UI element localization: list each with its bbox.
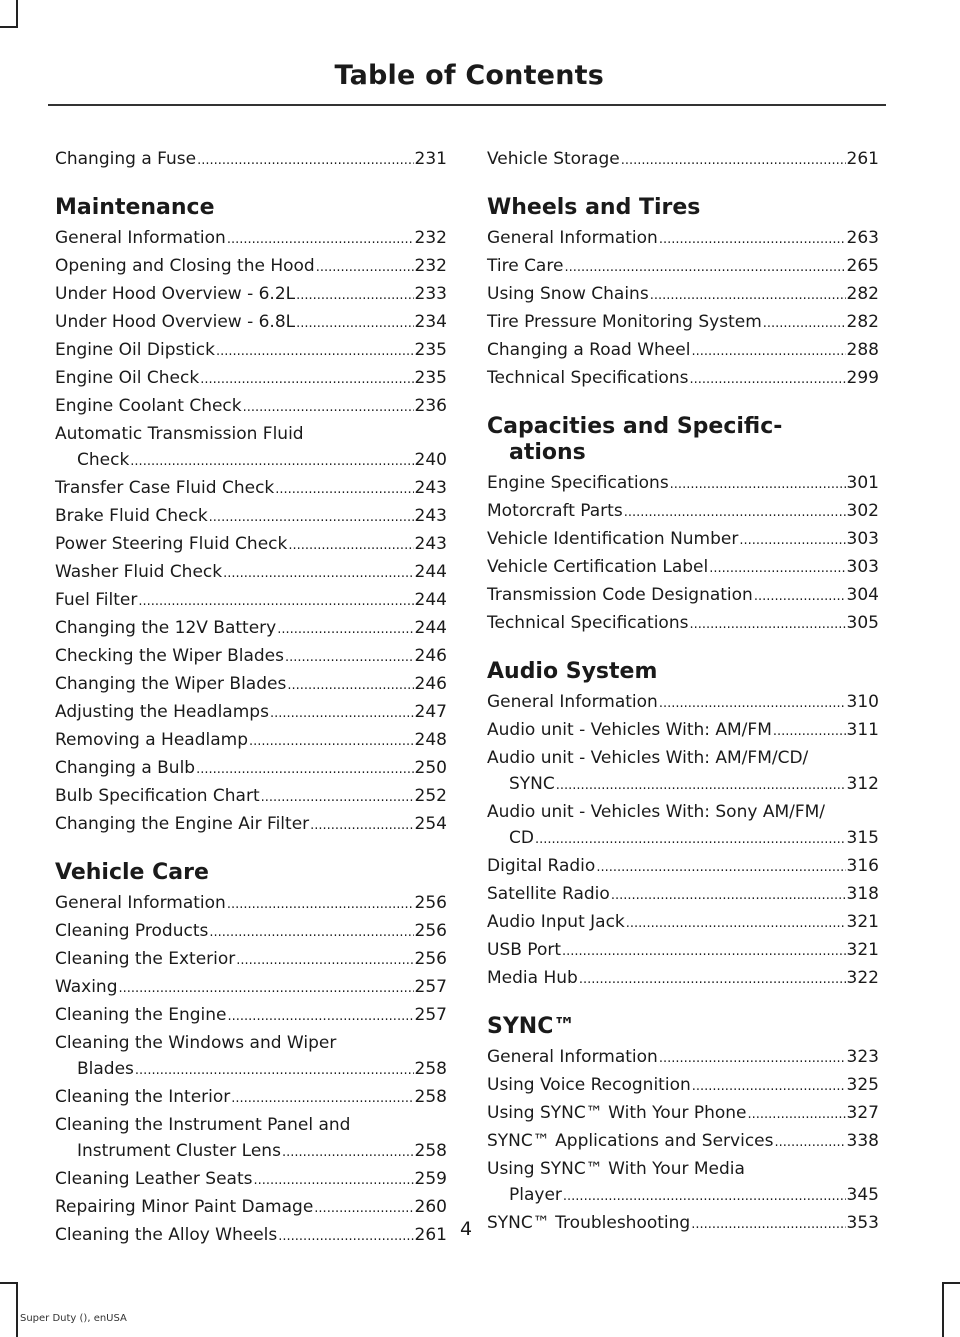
toc-entry[interactable] [55, 671, 447, 699]
toc-entry-title: Cleaning the Exterior [55, 949, 236, 969]
toc-entry-title: Vehicle Certification Label [487, 557, 709, 577]
toc-entry-page: 301 [846, 473, 879, 493]
toc-entry-page: 312 [846, 774, 879, 794]
dot-leader [135, 1058, 414, 1084]
dot-leader [556, 773, 846, 799]
toc-entry[interactable] [487, 689, 879, 717]
dot-leader [231, 1086, 413, 1112]
toc-entry-title: Cleaning Leather Seats [55, 1169, 253, 1189]
toc-entry-page: 257 [414, 977, 447, 997]
toc-entry-page: 256 [414, 893, 447, 913]
toc-entry-title: Tire Pressure Monitoring System [487, 312, 762, 332]
toc-entry[interactable] [55, 281, 447, 309]
toc-entry-page: 254 [414, 814, 447, 834]
dot-leader [138, 589, 413, 615]
toc-entry[interactable] [55, 1084, 447, 1112]
toc-entry-page: 235 [414, 368, 447, 388]
toc-entry[interactable] [487, 281, 879, 309]
toc-entry[interactable] [55, 421, 447, 475]
toc-entry[interactable] [487, 1128, 879, 1156]
toc-entry[interactable] [55, 225, 447, 253]
toc-entry[interactable] [487, 1044, 879, 1072]
dot-leader [197, 148, 413, 174]
toc-entry-page: 304 [846, 585, 879, 605]
dot-leader [285, 645, 414, 671]
toc-entry-page: 234 [414, 312, 447, 332]
crop-mark [942, 1282, 960, 1284]
section-heading-line: Capacities and Specific- [487, 414, 783, 439]
toc-entry[interactable] [487, 498, 879, 526]
toc-entry-page: 311 [846, 720, 879, 740]
toc-entry-page: 258 [414, 1141, 447, 1161]
dot-leader [739, 528, 845, 554]
toc-entry-page: 288 [846, 340, 879, 360]
toc-entry-page: 315 [846, 828, 879, 848]
toc-entry[interactable] [55, 365, 447, 393]
section-heading: SYNC™ [487, 1014, 576, 1039]
toc-entry-title: Audio unit - Vehicles With: AM/FM/CD/ [487, 748, 809, 768]
toc-entry-continuation [487, 771, 879, 799]
toc-entry-page: 247 [414, 702, 447, 722]
toc-entry-page: 244 [414, 618, 447, 638]
dot-leader [775, 1130, 846, 1156]
toc-entry-title: Changing the Wiper Blades [55, 674, 287, 694]
toc-entry-title: Opening and Closing the Hood [55, 256, 315, 276]
toc-entry[interactable] [55, 783, 447, 811]
toc-entry-title: Transfer Case Fluid Check [55, 478, 275, 498]
toc-entry-title: General Information [55, 228, 226, 248]
dot-leader [564, 255, 845, 281]
dot-leader [287, 673, 413, 699]
dot-leader [579, 967, 846, 993]
toc-entry-title: Check [77, 450, 130, 470]
toc-entry-page: 263 [846, 228, 879, 248]
toc-entry[interactable] [55, 337, 447, 365]
crop-mark [0, 26, 18, 28]
toc-entry[interactable] [487, 881, 879, 909]
dot-leader [223, 561, 413, 587]
toc-entry-page: 244 [414, 590, 447, 610]
toc-entry-title: Satellite Radio [487, 884, 610, 904]
toc-entry-page: 246 [414, 646, 447, 666]
dot-leader [275, 477, 413, 503]
dot-leader [659, 691, 846, 717]
toc-entry[interactable] [55, 309, 447, 337]
toc-entry-page: 310 [846, 692, 879, 712]
dot-leader [689, 367, 845, 393]
dot-leader [216, 339, 414, 365]
toc-entry-page: 321 [846, 940, 879, 960]
section-heading [487, 414, 879, 466]
toc-entry[interactable] [55, 1002, 447, 1030]
toc-entry-title: Fuel Filter [55, 590, 138, 610]
toc-entry[interactable] [487, 937, 879, 965]
dot-leader [562, 939, 846, 965]
toc-entry[interactable] [487, 717, 879, 745]
toc-entry[interactable] [487, 554, 879, 582]
toc-entry-title: Changing a Road Wheel [487, 340, 691, 360]
toc-entry-page: 258 [414, 1087, 447, 1107]
dot-leader [277, 617, 413, 643]
toc-entry-title: SYNC™ Troubleshooting [487, 1213, 691, 1233]
toc-entry-title: Changing the 12V Battery [55, 618, 277, 638]
section-heading: Audio System [487, 659, 658, 684]
toc-entry-title: Cleaning the Alloy Wheels [55, 1225, 278, 1245]
dot-leader [130, 449, 413, 475]
toc-entry-title: Transmission Code Designation [487, 585, 753, 605]
dot-leader [119, 976, 414, 1002]
toc-entry-title: USB Port [487, 940, 562, 960]
dot-leader [659, 1046, 846, 1072]
toc-entry-title: Power Steering Fluid Check [55, 534, 288, 554]
toc-entry-page: 345 [846, 1185, 879, 1205]
toc-entry-title: Audio unit - Vehicles With: AM/FM [487, 720, 772, 740]
dot-leader [689, 612, 845, 638]
toc-entry-page: 246 [414, 674, 447, 694]
dot-leader [209, 920, 413, 946]
dot-leader [227, 227, 414, 253]
toc-entry-page: 232 [414, 228, 447, 248]
dot-leader [316, 255, 414, 281]
toc-entry[interactable] [55, 811, 447, 839]
toc-entry-page: 261 [846, 149, 879, 169]
toc-right-column [487, 146, 879, 1238]
dot-leader [626, 911, 846, 937]
dot-leader [692, 1074, 846, 1100]
toc-entry[interactable] [487, 909, 879, 937]
toc-entry[interactable] [487, 146, 879, 174]
toc-entry[interactable] [487, 965, 879, 993]
dot-leader [596, 855, 845, 881]
dot-leader [624, 500, 846, 526]
dot-leader [659, 227, 846, 253]
toc-entry[interactable] [55, 615, 447, 643]
toc-entry-title: Cleaning the Instrument Panel and [55, 1115, 351, 1135]
dot-leader [288, 533, 413, 559]
dot-leader [270, 701, 414, 727]
toc-entry-title: Removing a Headlamp [55, 730, 248, 750]
toc-entry-title: Cleaning Products [55, 921, 209, 941]
toc-entry-page: 260 [414, 1197, 447, 1217]
toc-entry-page: 303 [846, 529, 879, 549]
toc-entry-page: 256 [414, 949, 447, 969]
toc-entry-title: Automatic Transmission Fluid [55, 424, 304, 444]
toc-entry-title: Tire Care [487, 256, 564, 276]
dot-leader [296, 311, 413, 337]
dot-leader [709, 556, 845, 582]
toc-entry[interactable] [487, 1072, 879, 1100]
toc-entry[interactable] [487, 799, 879, 853]
toc-entry[interactable] [487, 470, 879, 498]
toc-entry-continuation [487, 1182, 879, 1210]
toc-entry-page: 244 [414, 562, 447, 582]
toc-entry[interactable] [487, 853, 879, 881]
toc-entry-title: Using Snow Chains [487, 284, 649, 304]
toc-entry-title: General Information [55, 893, 226, 913]
toc-entry-title: Repairing Minor Paint Damage [55, 1197, 314, 1217]
dot-leader [227, 892, 414, 918]
toc-entry-title: Cleaning the Engine [55, 1005, 227, 1025]
dot-leader [296, 283, 413, 309]
toc-entry-title: Engine Oil Check [55, 368, 200, 388]
toc-entry-continuation [55, 447, 447, 475]
toc-entry-title: Player [509, 1185, 562, 1205]
dot-leader [243, 395, 414, 421]
dot-leader [535, 827, 846, 853]
toc-entry[interactable] [55, 587, 447, 615]
toc-entry-page: 353 [846, 1213, 879, 1233]
toc-entry-title: SYNC™ Applications and Services [487, 1131, 774, 1151]
dot-leader [200, 367, 413, 393]
toc-entry-page: 259 [414, 1169, 447, 1189]
toc-entry[interactable] [55, 531, 447, 559]
toc-entry-title: Bulb Specification Chart [55, 786, 260, 806]
dot-leader [282, 1140, 414, 1166]
toc-entry-title: Motorcraft Parts [487, 501, 623, 521]
toc-entry-title: Blades [77, 1059, 134, 1079]
toc-entry[interactable] [487, 610, 879, 638]
toc-entry-page: 305 [846, 613, 879, 633]
page-number: 4 [459, 1218, 473, 1240]
toc-entry[interactable] [55, 643, 447, 671]
toc-entry[interactable] [487, 309, 879, 337]
toc-entry-page: 282 [846, 312, 879, 332]
dot-leader [249, 729, 414, 755]
dot-leader [763, 311, 846, 337]
crop-mark [16, 0, 18, 28]
toc-entry-page: 243 [414, 506, 447, 526]
toc-entry-title: Technical Specifications [487, 368, 689, 388]
dot-leader [650, 283, 846, 309]
toc-entry[interactable] [487, 526, 879, 554]
toc-entry-title: Engine Specifications [487, 473, 669, 493]
toc-entry[interactable] [55, 475, 447, 503]
toc-entry[interactable] [487, 337, 879, 365]
toc-entry-page: 322 [846, 968, 879, 988]
toc-entry-page: 235 [414, 340, 447, 360]
toc-entry-page: 327 [846, 1103, 879, 1123]
dot-leader [253, 1168, 413, 1194]
dot-leader [670, 472, 846, 498]
toc-entry-page: 252 [414, 786, 447, 806]
toc-entry[interactable] [55, 1166, 447, 1194]
toc-left-column [55, 146, 447, 1250]
toc-entry-continuation [55, 1056, 447, 1084]
toc-entry-page: 265 [846, 256, 879, 276]
dot-leader [748, 1102, 846, 1128]
toc-entry[interactable] [55, 699, 447, 727]
toc-entry-title: Waxing [55, 977, 118, 997]
toc-entry-title: Cleaning the Interior [55, 1087, 231, 1107]
toc-entry[interactable] [55, 918, 447, 946]
toc-entry-title: Using SYNC™ With Your Phone [487, 1103, 747, 1123]
toc-entry-title: Using SYNC™ With Your Media [487, 1159, 745, 1179]
toc-entry-page: 240 [414, 450, 447, 470]
toc-entry-continuation [55, 1138, 447, 1166]
toc-entry[interactable] [55, 1112, 447, 1166]
toc-entry-page: 258 [414, 1059, 447, 1079]
toc-entry[interactable] [55, 1030, 447, 1084]
toc-entry[interactable] [487, 745, 879, 799]
toc-entry[interactable] [55, 393, 447, 421]
toc-entry-title: General Information [487, 1047, 658, 1067]
header-divider [48, 104, 886, 106]
toc-entry-page: 256 [414, 921, 447, 941]
toc-entry[interactable] [55, 974, 447, 1002]
toc-entry-page: 316 [846, 856, 879, 876]
toc-entry-title: Adjusting the Headlamps [55, 702, 269, 722]
section-heading: Vehicle Care [55, 860, 209, 885]
toc-entry-page: 338 [846, 1131, 879, 1151]
toc-entry[interactable] [55, 890, 447, 918]
toc-entry-title: Audio Input Jack [487, 912, 625, 932]
toc-entry-title: Washer Fluid Check [55, 562, 223, 582]
dot-leader [310, 813, 413, 839]
toc-entry-title: General Information [487, 228, 658, 248]
toc-entry-page: 231 [414, 149, 447, 169]
toc-entry-page: 243 [414, 534, 447, 554]
toc-entry-title: SYNC [509, 774, 555, 794]
dot-leader [754, 584, 846, 610]
toc-entry-page: 302 [846, 501, 879, 521]
toc-entry-page: 303 [846, 557, 879, 577]
toc-entry-page: 236 [414, 396, 447, 416]
toc-entry-title: Cleaning the Windows and Wiper [55, 1033, 337, 1053]
toc-entry-title: Engine Oil Dipstick [55, 340, 215, 360]
toc-entry-page: 323 [846, 1047, 879, 1067]
dot-leader [611, 883, 846, 909]
toc-entry[interactable] [55, 559, 447, 587]
toc-entry-title: Vehicle Identification Number [487, 529, 739, 549]
toc-entry-title: Under Hood Overview - 6.2L [55, 284, 296, 304]
toc-entry[interactable] [55, 503, 447, 531]
toc-entry[interactable] [55, 253, 447, 281]
dot-leader [261, 785, 414, 811]
toc-entry-title: Brake Fluid Check [55, 506, 208, 526]
toc-entry-page: 261 [414, 1225, 447, 1245]
toc-entry-title: Audio unit - Vehicles With: Sony AM/FM/ [487, 802, 826, 822]
toc-entry-page: 282 [846, 284, 879, 304]
toc-entry-title: Digital Radio [487, 856, 596, 876]
toc-entry[interactable] [487, 1156, 879, 1210]
toc-entry-title: CD [509, 828, 534, 848]
toc-entry-continuation [487, 825, 879, 853]
toc-entry[interactable] [55, 146, 447, 174]
toc-entry-page: 233 [414, 284, 447, 304]
dot-leader [196, 757, 413, 783]
toc-entry[interactable] [487, 365, 879, 393]
toc-entry-title: Using Voice Recognition [487, 1075, 691, 1095]
toc-entry-page: 321 [846, 912, 879, 932]
dot-leader [228, 1004, 414, 1030]
toc-entry-title: Technical Specifications [487, 613, 689, 633]
toc-entry-title: Engine Coolant Check [55, 396, 242, 416]
toc-entry[interactable] [55, 727, 447, 755]
toc-entry-page: 250 [414, 758, 447, 778]
dot-leader [621, 148, 846, 174]
toc-entry-page: 243 [414, 478, 447, 498]
dot-leader [773, 719, 846, 745]
toc-entry-title: Changing a Fuse [55, 149, 197, 169]
page-title: Table of Contents [334, 60, 604, 91]
footer-text: Super Duty (), enUSA [20, 1313, 127, 1324]
crop-mark [942, 1282, 944, 1337]
section-heading: Maintenance [55, 195, 215, 220]
toc-entry[interactable] [487, 582, 879, 610]
toc-entry-title: Instrument Cluster Lens [77, 1141, 281, 1161]
toc-entry-title: Under Hood Overview - 6.8L [55, 312, 296, 332]
toc-entry[interactable] [55, 946, 447, 974]
toc-entry-page: 325 [846, 1075, 879, 1095]
toc-entry[interactable] [487, 225, 879, 253]
toc-entry-title: Vehicle Storage [487, 149, 620, 169]
section-heading: Wheels and Tires [487, 195, 701, 220]
crop-mark [16, 1282, 18, 1337]
toc-entry-page: 248 [414, 730, 447, 750]
dot-leader [236, 948, 413, 974]
toc-entry-page: 299 [846, 368, 879, 388]
toc-entry-page: 257 [414, 1005, 447, 1025]
dot-leader [209, 505, 414, 531]
toc-entry-title: Changing a Bulb [55, 758, 196, 778]
toc-entry[interactable] [55, 755, 447, 783]
dot-leader [563, 1184, 846, 1210]
toc-entry-title: Changing the Engine Air Filter [55, 814, 310, 834]
toc-entry[interactable] [487, 1100, 879, 1128]
dot-leader [691, 339, 845, 365]
toc-entry-title: Checking the Wiper Blades [55, 646, 285, 666]
toc-entry-page: 318 [846, 884, 879, 904]
toc-entry-page: 232 [414, 256, 447, 276]
toc-entry-title: Media Hub [487, 968, 578, 988]
toc-entry-title: General Information [487, 692, 658, 712]
toc-entry[interactable] [487, 253, 879, 281]
section-heading-line: ations [509, 440, 586, 465]
